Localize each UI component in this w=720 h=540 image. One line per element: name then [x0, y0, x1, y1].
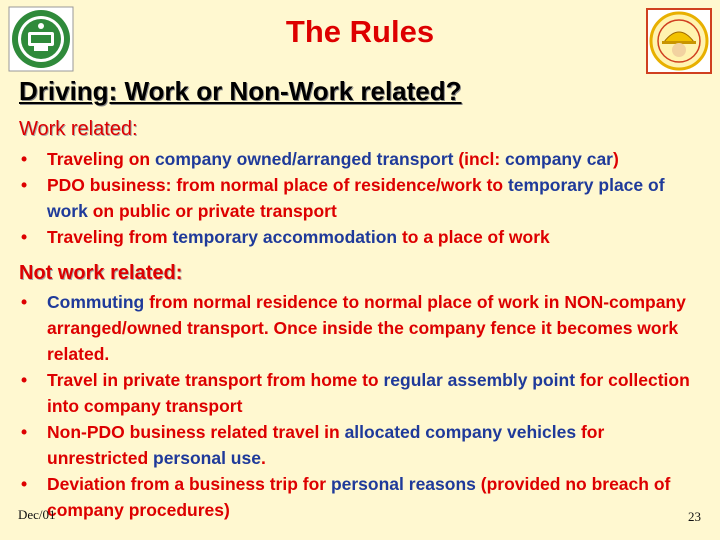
- bullet-icon: •: [21, 422, 28, 442]
- bullet-icon: •: [21, 227, 28, 247]
- bullet-icon: •: [21, 175, 28, 195]
- list-item-text: for unrestricted: [47, 422, 605, 468]
- list-item: [20, 172, 710, 224]
- list-item-text: for collection into company transport: [47, 370, 690, 416]
- list-item-text: (provided no breach of company procedures): [47, 474, 671, 520]
- list-item-text: ): [612, 149, 619, 169]
- list-item: [20, 289, 710, 367]
- list-item-text: .: [260, 448, 266, 468]
- list-item-text: allocated company vehicles: [344, 422, 577, 442]
- list-item-text: company owned/arranged transport: [154, 149, 454, 169]
- list-item: [20, 146, 710, 172]
- list-item-text: regular assembly point: [383, 370, 576, 390]
- list-item: [20, 224, 710, 250]
- bullet-icon: •: [21, 474, 28, 494]
- list-item: [20, 419, 710, 471]
- list-item: [20, 367, 710, 419]
- list-item-text: (incl:: [453, 149, 506, 169]
- list-item-text: personal use: [153, 448, 261, 468]
- list-item-text: Traveling from: [47, 227, 173, 247]
- list-item-text: temporary place of work: [47, 175, 665, 221]
- footer-date: Dec/01: [18, 507, 56, 522]
- list-item-text: from normal residence to normal place of work in NON-company arranged/owned transport. Once inside the company fence it becomes work related.: [47, 292, 686, 364]
- not-work-related-heading: Not work related:: [19, 262, 183, 284]
- slide-title: The Rules: [285, 14, 435, 49]
- list-item-text: to a place of work: [397, 227, 550, 247]
- page-number: 23: [688, 509, 701, 524]
- list-item-text: temporary accommodation: [172, 227, 398, 247]
- list-item: [20, 471, 710, 523]
- bullet-icon: •: [21, 292, 28, 312]
- list-item-text: personal reasons: [330, 474, 476, 494]
- list-item-text: Travel in private transport from home to: [47, 370, 384, 390]
- list-item-text: Traveling on: [47, 149, 155, 169]
- list-item-text: PDO business: from normal place of residence/work to: [47, 175, 508, 195]
- slide-subtitle: Driving: Work or Non-Work related?: [19, 76, 462, 106]
- work-related-list: [20, 146, 710, 250]
- list-item-text: company car: [505, 149, 613, 169]
- work-related-heading: Work related:: [19, 118, 138, 140]
- list-item-text: Deviation from a business trip for: [47, 474, 331, 494]
- list-item-text: on public or private transport: [87, 201, 337, 221]
- bullet-icon: •: [21, 370, 28, 390]
- list-item-text: Commuting: [47, 292, 145, 312]
- bullet-icon: •: [21, 149, 28, 169]
- not-work-related-list: [20, 289, 710, 523]
- list-item-text: Non-PDO business related travel in: [47, 422, 345, 442]
